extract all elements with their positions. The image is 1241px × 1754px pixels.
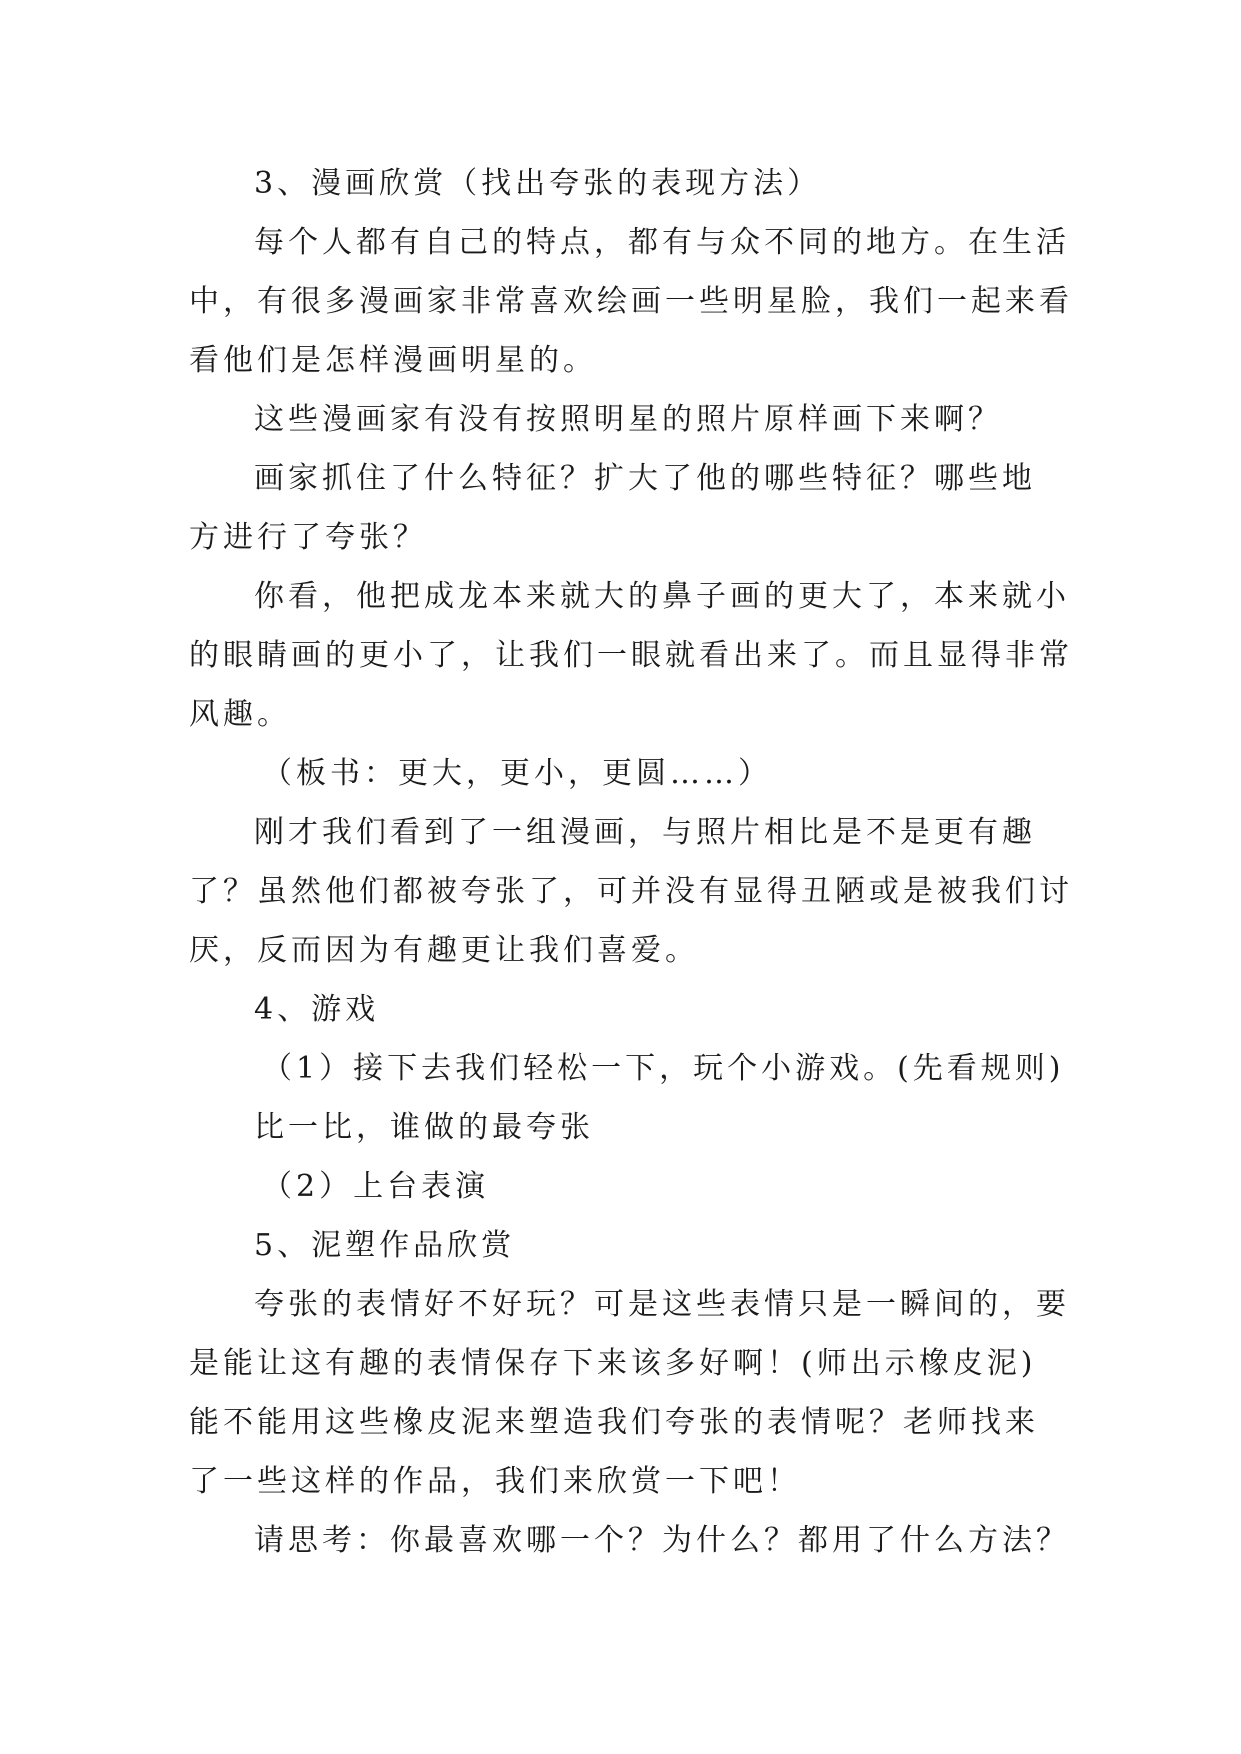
section-heading-clay-works: 5、泥塑作品欣赏 — [254, 1228, 516, 1263]
paragraph-line: 你看，他把成龙本来就大的鼻子画的更大了，本来就小 — [254, 579, 1070, 614]
paragraph-line: 能不能用这些橡皮泥来塑造我们夸张的表情呢？老师找来 — [189, 1405, 1039, 1440]
paragraph-line: 刚才我们看到了一组漫画，与照片相比是不是更有趣 — [254, 815, 1036, 850]
paragraph-line: 夸张的表情好不好玩？可是这些表情只是一瞬间的，要 — [254, 1287, 1070, 1322]
list-item: （1）接下去我们轻松一下，玩个小游戏。(先看规则) — [262, 1051, 1065, 1086]
paragraph-line: 了？虽然他们都被夸张了，可并没有显得丑陋或是被我们讨 — [189, 874, 1073, 909]
section-heading-game: 4、游戏 — [254, 992, 380, 1027]
paragraph-line: 请思考：你最喜欢哪一个？为什么？都用了什么方法？ — [254, 1523, 1070, 1558]
paragraph-line: 方进行了夸张？ — [189, 520, 427, 555]
paragraph-line: 厌，反而因为有趣更让我们喜爱。 — [189, 933, 699, 968]
paragraph-line: 画家抓住了什么特征？扩大了他的哪些特征？哪些地 — [254, 461, 1036, 496]
paragraph-line: 是能让这有趣的表情保存下来该多好啊！(师出示橡皮泥) — [189, 1346, 1037, 1381]
paragraph-line: 每个人都有自己的特点，都有与众不同的地方。在生活 — [254, 225, 1070, 260]
paragraph-line: 这些漫画家有没有按照明星的照片原样画下来啊？ — [254, 402, 1002, 437]
paragraph-line: 风趣。 — [189, 697, 291, 732]
paragraph-line: 中，有很多漫画家非常喜欢绘画一些明星脸，我们一起来看 — [189, 284, 1073, 319]
paragraph-line: 比一比，谁做的最夸张 — [254, 1110, 594, 1145]
paragraph-line: 了一些这样的作品，我们来欣赏一下吧！ — [189, 1464, 801, 1499]
list-item: （2）上台表演 — [262, 1169, 490, 1204]
paragraph-line: 看他们是怎样漫画明星的。 — [189, 343, 597, 378]
blackboard-note: （板书：更大，更小，更圆……） — [262, 756, 772, 791]
section-heading-comic-appreciation: 3、漫画欣赏（找出夸张的表现方法） — [254, 166, 822, 201]
paragraph-line: 的眼睛画的更小了，让我们一眼就看出来了。而且显得非常 — [189, 638, 1073, 673]
